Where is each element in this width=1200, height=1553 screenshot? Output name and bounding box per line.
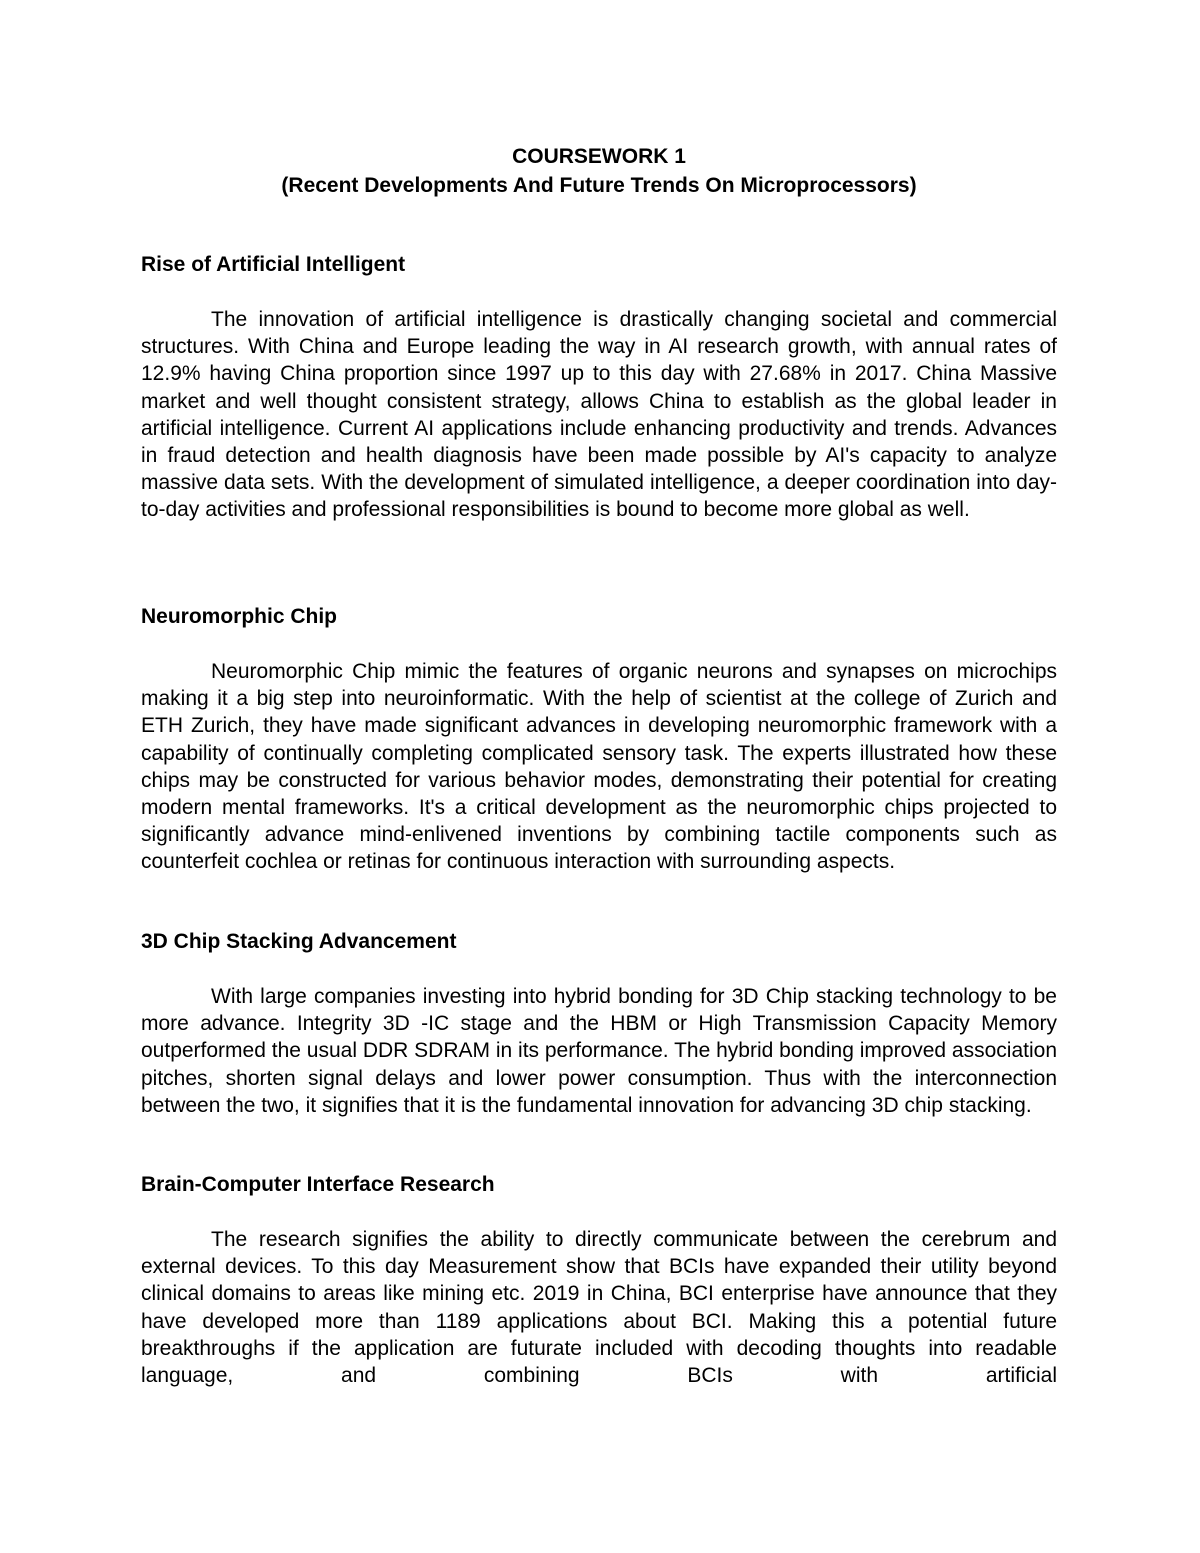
section-bci	[141, 1170, 1057, 1389]
section-neuromorphic	[141, 602, 1057, 876]
title-block	[141, 142, 1057, 200]
section-body: The innovation of artificial intelligence is drastically changing societal and commercial structures. With China and Europe leading the way in AI research growth, with annual rates of 12.9% having China proportion since 1997 up to this day with 27.68% in 2017. China Massive market and well thought consistent strategy, allows China to establish as the global leader in artificial intelligence. Current AI applications include enhancing productivity and trends. Advances in fraud detection and health diagnosis have been made possible by AI's capacity to analyze massive data sets. With the development of simulated intelligence, a deeper coordination into day-to-day activities and professional responsibilities is bound to become more global as well.	[141, 308, 1057, 522]
section-body: Neuromorphic Chip mimic the features of organic neurons and synapses on microchips making it a big step into neuroinformatic. With the help of scientist at the college of Zurich and ETH Zurich, they have made significant advances in developing neuromorphic framework with a capability of continually completing complicated sensory task. The experts illustrated how these chips may be constructed for various behavior modes, demonstrating their potential for creating modern mental frameworks. It's a critical development as the neuromorphic chips projected to significantly advance mind-enlivened inventions by combining tactile components such as counterfeit cochlea or retinas for continuous interaction with surrounding aspects.	[141, 660, 1057, 874]
section-body: The research signifies the ability to directly communicate between the cerebrum and external devices. To this day Measurement show that BCIs have expanded their utility beyond clinical domains to areas like mining etc. 2019 in China, BCI enterprise have announce that they have developed more than 1189 applications about BCI. Making this a potential future breakthroughs if the application are futurate included with decoding thoughts into readable language, and combining BCIs with artificial	[141, 1228, 1057, 1388]
document-title: COURSEWORK 1	[512, 145, 686, 168]
section-heading: Rise of Artificial Intelligent	[141, 253, 406, 276]
section-heading: 3D Chip Stacking Advancement	[141, 930, 457, 953]
section-3d-stacking	[141, 927, 1057, 1119]
section-body: With large companies investing into hybrid bonding for 3D Chip stacking technology to be more advance. Integrity 3D -IC stage and the HBM or High Transmission Capacity Memory outperformed the usual DDR SDRAM in its performance. The hybrid bonding improved association pitches, shorten signal delays and lower power consumption. Thus with the interconnection between the two, it signifies that it is the fundamental innovation for advancing 3D chip stacking.	[141, 985, 1057, 1117]
section-heading: Neuromorphic Chip	[141, 605, 338, 628]
section-ai	[141, 250, 1057, 524]
document-subtitle: (Recent Developments And Future Trends On Microprocessors)	[281, 174, 917, 197]
document-page	[141, 0, 1057, 1553]
section-heading: Brain-Computer Interface Research	[141, 1173, 495, 1196]
